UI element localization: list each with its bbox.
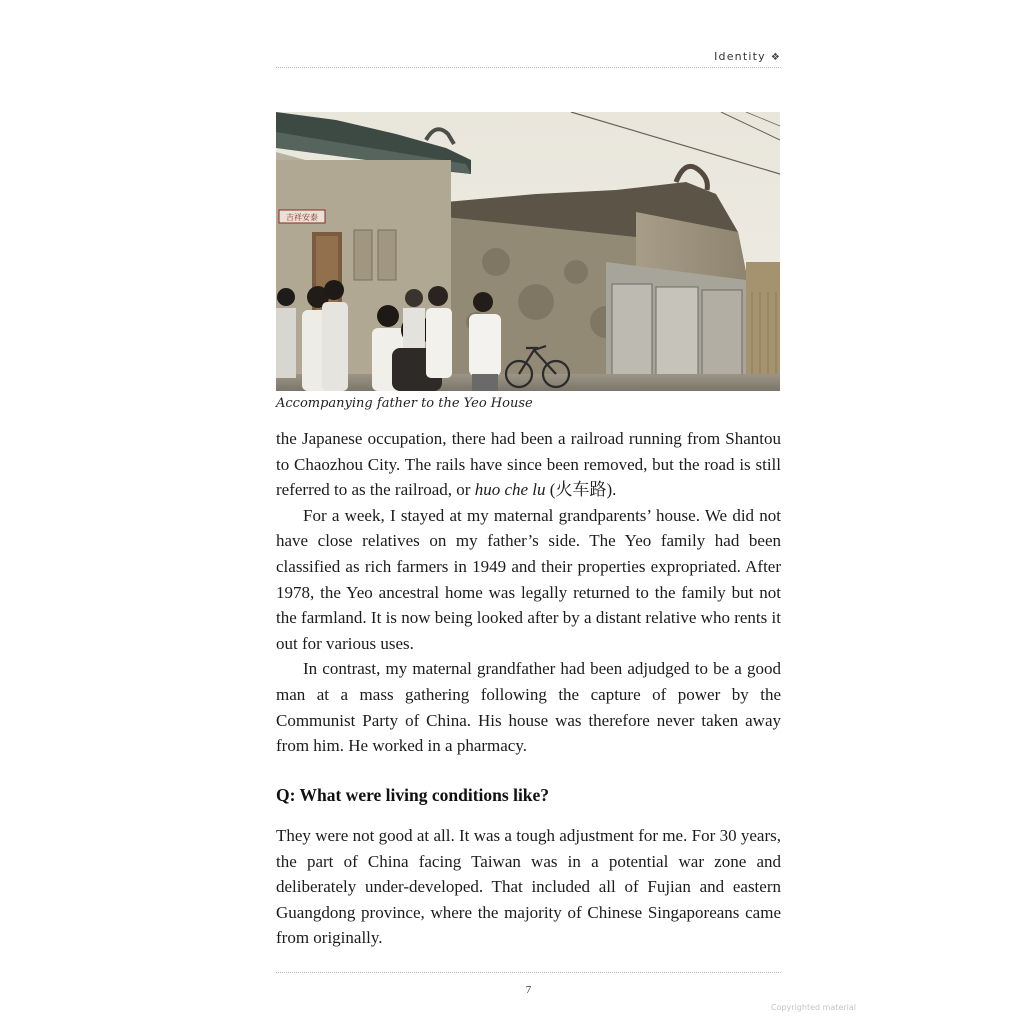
paragraph-1-start: the Japanese occupation, there had been a railroad running from Shantou to Chaozhou City. The rails have since been removed, but the road is still referred to as the railroad, or	[276, 429, 781, 500]
running-head	[276, 50, 781, 63]
paragraph-1-end: (火车路).	[545, 480, 617, 500]
answer-text-block	[276, 823, 781, 951]
photo-illustration	[276, 112, 780, 391]
paragraph-3: In contrast, my maternal grandfather had been adjudged to be a good man at a mass gathering following the capture of power by the Communist Party of China. His house was therefore never taken away from him. He worked in a pharmacy.	[276, 659, 781, 756]
ornament-icon: ❖	[770, 52, 781, 63]
running-title: Identity	[714, 50, 766, 63]
interview-question: Q: What were living conditions like?	[276, 785, 550, 805]
answer-paragraph: They were not good at all. It was a tough adjustment for me. For 30 years, the part of China facing Taiwan was in a potential war zone and deliberately under-developed. That included all of Fujian and eastern Guangdong province, where the majority of Chinese Singaporeans came from originally.	[276, 826, 781, 948]
paragraph-1-italic-term: huo che lu	[474, 480, 546, 500]
paragraph-1	[276, 426, 781, 503]
footer-rule	[276, 972, 781, 973]
page-number: 7	[525, 984, 532, 996]
body-text-block	[276, 426, 781, 759]
paragraph-2: For a week, I stayed at my maternal grandparents’ house. We did not have close relatives on my father’s side. The Yeo family had been classified as rich farmers in 1949 and their properties expropriated. After 1978, the Yeo ancestral home was legally returned to the family but not the farmland. It is now being looked after by a distant relative who rents it out for various uses.	[276, 505, 781, 653]
copyright-watermark: Copyrighted material	[771, 1003, 857, 1012]
photo-caption: Accompanying father to the Yeo House	[276, 396, 533, 411]
photo-yeo-house	[276, 112, 780, 391]
header-rule	[276, 67, 781, 68]
door-sign-text: 吉祥安泰	[286, 213, 318, 222]
